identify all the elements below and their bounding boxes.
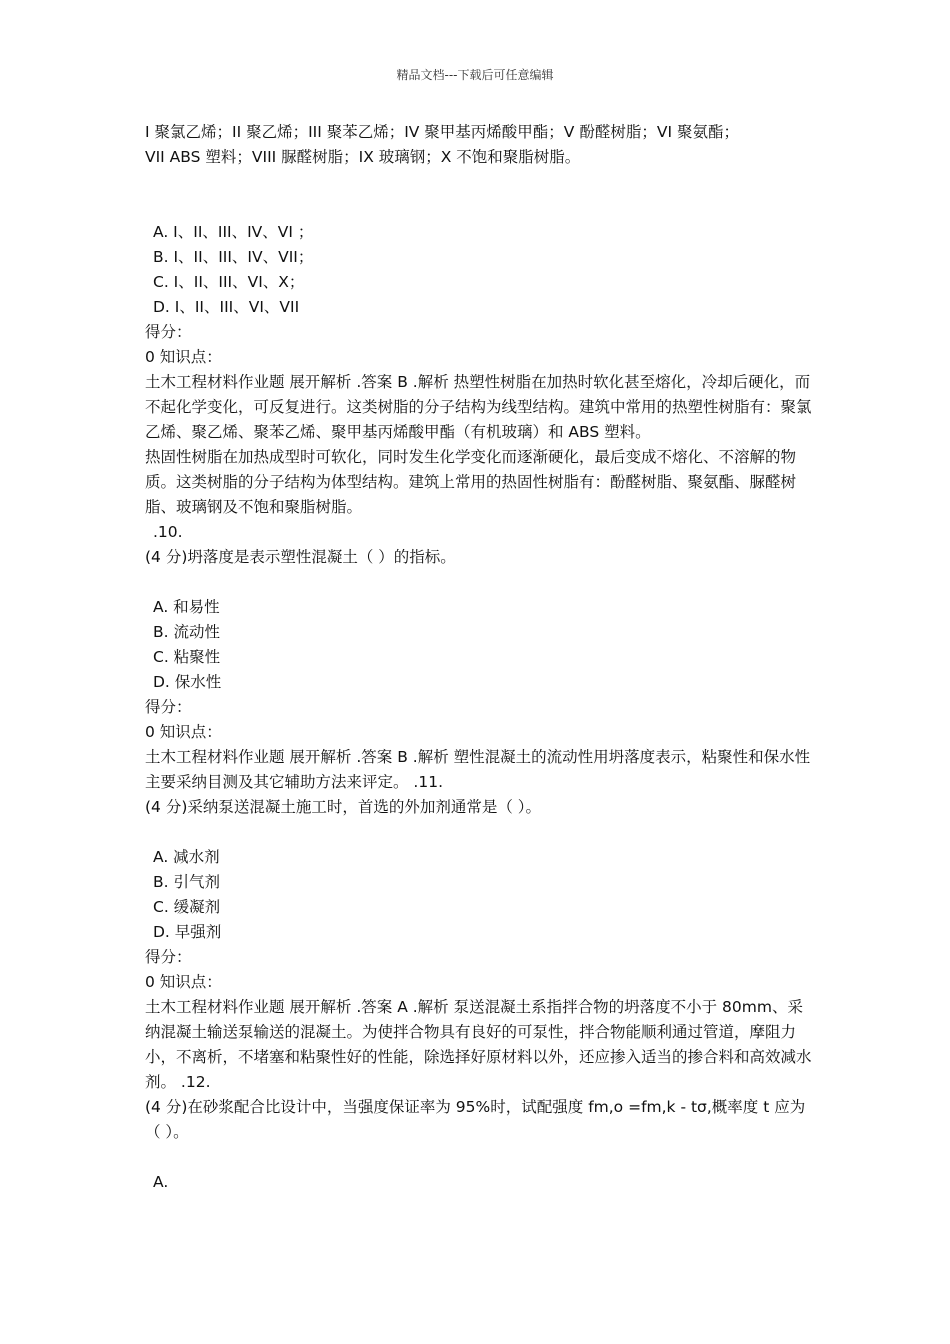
question-11-option-a: A. 减水剂 [153, 848, 220, 866]
question-10-number: .10. [153, 523, 183, 541]
question-9-knowledge: 0 知识点： [145, 348, 222, 366]
question-11-knowledge: 0 知识点： [145, 973, 222, 991]
question-10-analysis: 土木工程材料作业题 展开解析 .答案 B .解析 塑性混凝土的流动性用坍落度表示，粘聚性和保水性主要采纳目测及其它辅助方法来评定。 .11. [145, 748, 811, 791]
question-9-stem-line-1: I 聚氯乙烯；II 聚乙烯；III 聚苯乙烯；IV 聚甲基丙烯酸甲酯；V 酚醛树脂；VI 聚氨酯； [145, 123, 739, 141]
question-10-option-d: D. 保水性 [153, 673, 222, 691]
question-10-option-c: C. 粘聚性 [153, 648, 221, 666]
question-11-option-c: C. 缓凝剂 [153, 898, 221, 916]
question-9-option-a: A. I、II、III、IV、VI ； [153, 223, 314, 241]
page-header: 精品文档---下载后可任意编辑 [396, 68, 554, 82]
question-9-stem-line-2: VII ABS 塑料；VIII 脲醛树脂；IX 玻璃钢；X 不饱和聚脂树脂。 [145, 148, 581, 166]
question-9-analysis-1: 土木工程材料作业题 展开解析 .答案 B .解析 热塑性树脂在加热时软化甚至熔化，冷却后硬化，而不起化学变化，可反复进行。这类树脂的分子结构为线型结构。建筑中常用的热塑性树脂有：聚氯乙烯、聚乙烯、聚苯乙烯、聚甲基丙烯酸甲酯（有机玻璃）和 ABS 塑料。 [145, 373, 812, 441]
question-9-analysis-2: 热固性树脂在加热成型时可软化，同时发生化学变化而逐渐硬化，最后变成不熔化、不溶解的物质。这类树脂的分子结构为体型结构。建筑上常用的热固性树脂有：酚醛树脂、聚氨酯、脲醛树脂、玻璃钢及不饱和聚脂树脂。 [145, 448, 797, 516]
question-10-option-b: B. 流动性 [153, 623, 220, 641]
question-12-stem: (4 分)在砂浆配合比设计中，当强度保证率为 95%时，试配强度 fm,o =fm,k - tσ,概率度 t 应为（ ）。 [145, 1098, 806, 1141]
question-9-option-d: D. I、II、III、VI、VII [153, 298, 300, 316]
document-body [145, 120, 813, 1195]
question-9-option-c: C. I、II、III、VI、X； [153, 273, 305, 291]
question-11-option-b: B. 引气剂 [153, 873, 220, 891]
question-10-knowledge: 0 知识点： [145, 723, 222, 741]
question-10-score: 得分： [145, 698, 192, 716]
question-11-stem: (4 分)采纳泵送混凝土施工时，首选的外加剂通常是（ ）。 [145, 798, 542, 816]
question-10-stem: (4 分)坍落度是表示塑性混凝土（ ）的指标。 [145, 548, 456, 566]
question-11-score: 得分： [145, 948, 192, 966]
question-11-option-d: D. 早强剂 [153, 923, 222, 941]
question-10-option-a: A. 和易性 [153, 598, 220, 616]
question-12-option-a: A. [153, 1173, 169, 1191]
question-9-option-b: B. I、II、III、IV、VII； [153, 248, 314, 266]
question-9-score: 得分： [145, 323, 192, 341]
question-11-analysis: 土木工程材料作业题 展开解析 .答案 A .解析 泵送混凝土系指拌合物的坍落度不小于 80mm、采纳混凝土输送泵输送的混凝土。为使拌合物具有良好的可泵性，拌合物能顺利通过管道，摩阻力小，不离析，不堵塞和粘聚性好的性能，除选择好原材料以外，还应掺入适当的掺合料和高效减水剂。 .12. [145, 998, 812, 1091]
